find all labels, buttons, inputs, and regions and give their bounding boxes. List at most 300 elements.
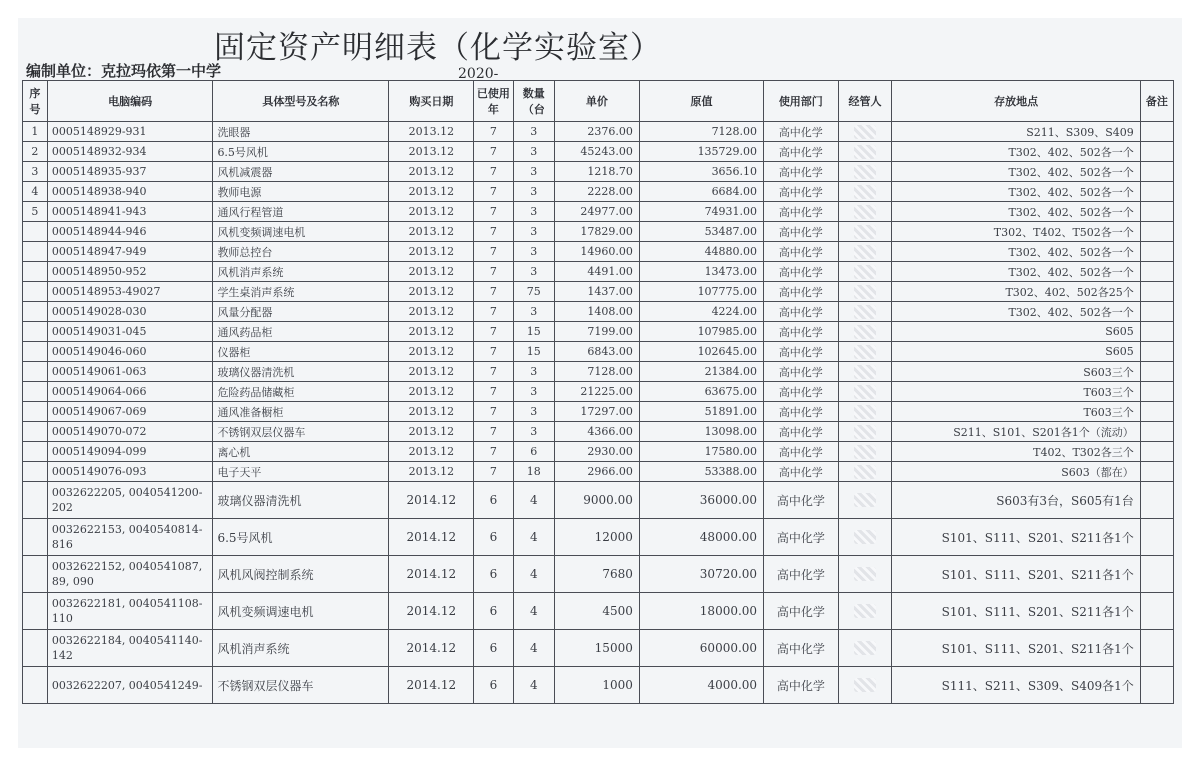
- cell-seq: [23, 442, 48, 462]
- redacted-custodian: [854, 205, 876, 219]
- table-row: [23, 162, 1174, 182]
- cell-remarks: [1140, 302, 1173, 322]
- cell-years-used: 7: [474, 442, 513, 462]
- cell-quantity: 15: [513, 322, 554, 342]
- cell-location: S101、S111、S201、S211各1个: [892, 519, 1140, 556]
- cell-remarks: [1140, 442, 1173, 462]
- cell-purchase-date: 2013.12: [389, 282, 474, 302]
- cell-name: 玻璃仪器清洗机: [213, 362, 389, 382]
- cell-custodian: [838, 402, 892, 422]
- cell-code: 0005148944-946: [47, 222, 213, 242]
- cell-seq: [23, 222, 48, 242]
- cell-location: S101、S111、S201、S211各1个: [892, 593, 1140, 630]
- cell-code: 0005148947-949: [47, 242, 213, 262]
- header-department: 使用部门: [764, 81, 839, 122]
- cell-department: 高中化学: [764, 667, 839, 704]
- cell-seq: 4: [23, 182, 48, 202]
- cell-years-used: 7: [474, 342, 513, 362]
- cell-unit-price: 1000: [554, 667, 639, 704]
- cell-custodian: [838, 302, 892, 322]
- header-original-value: 原值: [639, 81, 763, 122]
- cell-years-used: 7: [474, 302, 513, 322]
- cell-unit-price: 2376.00: [554, 122, 639, 142]
- cell-remarks: [1140, 322, 1173, 342]
- cell-code: 0032622207, 0040541249-: [47, 667, 213, 704]
- cell-purchase-date: 2013.12: [389, 462, 474, 482]
- redacted-custodian: [854, 245, 876, 259]
- cell-department: 高中化学: [764, 362, 839, 382]
- cell-location: T302、402、502各一个: [892, 242, 1140, 262]
- cell-location: T603三个: [892, 382, 1140, 402]
- redacted-custodian: [854, 405, 876, 419]
- table-row: [23, 182, 1174, 202]
- redacted-custodian: [854, 678, 876, 692]
- cell-purchase-date: 2013.12: [389, 142, 474, 162]
- cell-name: 6.5号风机: [213, 142, 389, 162]
- cell-quantity: 3: [513, 422, 554, 442]
- cell-department: 高中化学: [764, 556, 839, 593]
- cell-code: 0005149067-069: [47, 402, 213, 422]
- cell-remarks: [1140, 142, 1173, 162]
- cell-purchase-date: 2013.12: [389, 382, 474, 402]
- cell-code: 0005149076-093: [47, 462, 213, 482]
- cell-original-value: 53487.00: [639, 222, 763, 242]
- cell-custodian: [838, 462, 892, 482]
- cell-purchase-date: 2013.12: [389, 222, 474, 242]
- cell-original-value: 51891.00: [639, 402, 763, 422]
- cell-years-used: 7: [474, 382, 513, 402]
- cell-years-used: 7: [474, 422, 513, 442]
- cell-original-value: 44880.00: [639, 242, 763, 262]
- cell-unit-price: 24977.00: [554, 202, 639, 222]
- cell-name: 仪器柜: [213, 342, 389, 362]
- cell-name: 风机消声系统: [213, 262, 389, 282]
- cell-unit-price: 12000: [554, 519, 639, 556]
- cell-unit-price: 15000: [554, 630, 639, 667]
- cell-name: 风机风阀控制系统: [213, 556, 389, 593]
- table-row: [23, 322, 1174, 342]
- cell-unit-price: 2228.00: [554, 182, 639, 202]
- cell-purchase-date: 2013.12: [389, 162, 474, 182]
- cell-custodian: [838, 182, 892, 202]
- cell-purchase-date: 2014.12: [389, 667, 474, 704]
- redacted-custodian: [854, 325, 876, 339]
- cell-seq: [23, 556, 48, 593]
- cell-code: 0032622205, 0040541200-202: [47, 482, 213, 519]
- cell-years-used: 6: [474, 593, 513, 630]
- cell-location: T302、402、502各一个: [892, 262, 1140, 282]
- document-title: 固定资产明细表（化学实验室）: [214, 30, 662, 66]
- table-row: [23, 262, 1174, 282]
- cell-custodian: [838, 262, 892, 282]
- asset-table: [22, 80, 1174, 704]
- cell-unit-price: 2930.00: [554, 442, 639, 462]
- table-row: [23, 462, 1174, 482]
- cell-name: 风机变频调速电机: [213, 593, 389, 630]
- cell-remarks: [1140, 402, 1173, 422]
- cell-original-value: 30720.00: [639, 556, 763, 593]
- cell-custodian: [838, 142, 892, 162]
- cell-code: 0005149094-099: [47, 442, 213, 462]
- cell-original-value: 4000.00: [639, 667, 763, 704]
- header-purchase-date: 购买日期: [389, 81, 474, 122]
- redacted-custodian: [854, 445, 876, 459]
- cell-years-used: 7: [474, 242, 513, 262]
- cell-name: 通风准备橱柜: [213, 402, 389, 422]
- cell-code: 0005148950-952: [47, 262, 213, 282]
- cell-original-value: 53388.00: [639, 462, 763, 482]
- cell-custodian: [838, 382, 892, 402]
- cell-code: 0032622184, 0040541140-142: [47, 630, 213, 667]
- cell-quantity: 4: [513, 556, 554, 593]
- cell-code: 0005148953-49027: [47, 282, 213, 302]
- cell-name: 学生桌消声系统: [213, 282, 389, 302]
- cell-seq: [23, 402, 48, 422]
- table-row: [23, 519, 1174, 556]
- cell-original-value: 48000.00: [639, 519, 763, 556]
- cell-seq: [23, 519, 48, 556]
- cell-unit-price: 7199.00: [554, 322, 639, 342]
- table-row: [23, 630, 1174, 667]
- redacted-custodian: [854, 145, 876, 159]
- table-row: [23, 122, 1174, 142]
- table-row: [23, 593, 1174, 630]
- table-row: [23, 222, 1174, 242]
- table-row: [23, 242, 1174, 262]
- cell-years-used: 7: [474, 142, 513, 162]
- cell-location: S603三个: [892, 362, 1140, 382]
- cell-remarks: [1140, 222, 1173, 242]
- cell-code: 0005149061-063: [47, 362, 213, 382]
- cell-location: S603（都在）: [892, 462, 1140, 482]
- cell-name: 教师总控台: [213, 242, 389, 262]
- cell-unit-price: 21225.00: [554, 382, 639, 402]
- cell-department: 高中化学: [764, 142, 839, 162]
- cell-years-used: 6: [474, 630, 513, 667]
- cell-custodian: [838, 556, 892, 593]
- cell-seq: [23, 322, 48, 342]
- cell-purchase-date: 2013.12: [389, 202, 474, 222]
- cell-custodian: [838, 322, 892, 342]
- cell-unit-price: 4491.00: [554, 262, 639, 282]
- cell-location: T302、402、502各一个: [892, 162, 1140, 182]
- table-header-row: [23, 81, 1174, 122]
- cell-unit-price: 14960.00: [554, 242, 639, 262]
- cell-seq: [23, 242, 48, 262]
- report-year: 2020-: [458, 66, 499, 82]
- cell-department: 高中化学: [764, 162, 839, 182]
- header-years-used: 已使用年: [474, 81, 513, 122]
- cell-department: 高中化学: [764, 630, 839, 667]
- cell-original-value: 135729.00: [639, 142, 763, 162]
- cell-remarks: [1140, 182, 1173, 202]
- header-seq: 序号: [23, 81, 48, 122]
- cell-custodian: [838, 342, 892, 362]
- cell-unit-price: 9000.00: [554, 482, 639, 519]
- cell-remarks: [1140, 262, 1173, 282]
- redacted-custodian: [854, 265, 876, 279]
- cell-years-used: 7: [474, 402, 513, 422]
- cell-remarks: [1140, 122, 1173, 142]
- cell-unit-price: 1218.70: [554, 162, 639, 182]
- cell-purchase-date: 2014.12: [389, 482, 474, 519]
- cell-years-used: 6: [474, 519, 513, 556]
- cell-purchase-date: 2013.12: [389, 122, 474, 142]
- cell-department: 高中化学: [764, 482, 839, 519]
- cell-name: 风量分配器: [213, 302, 389, 322]
- cell-custodian: [838, 482, 892, 519]
- cell-custodian: [838, 593, 892, 630]
- cell-remarks: [1140, 242, 1173, 262]
- cell-name: 教师电源: [213, 182, 389, 202]
- cell-location: T603三个: [892, 402, 1140, 422]
- cell-original-value: 17580.00: [639, 442, 763, 462]
- cell-purchase-date: 2014.12: [389, 519, 474, 556]
- cell-years-used: 6: [474, 482, 513, 519]
- cell-code: 0005149028-030: [47, 302, 213, 322]
- cell-name: 通风行程管道: [213, 202, 389, 222]
- cell-quantity: 3: [513, 242, 554, 262]
- cell-name: 风机消声系统: [213, 630, 389, 667]
- cell-years-used: 7: [474, 362, 513, 382]
- cell-remarks: [1140, 482, 1173, 519]
- table-row: [23, 302, 1174, 322]
- cell-years-used: 6: [474, 667, 513, 704]
- cell-original-value: 60000.00: [639, 630, 763, 667]
- cell-department: 高中化学: [764, 342, 839, 362]
- redacted-custodian: [854, 185, 876, 199]
- redacted-custodian: [854, 465, 876, 479]
- cell-custodian: [838, 282, 892, 302]
- cell-quantity: 3: [513, 202, 554, 222]
- cell-location: S111、S211、S309、S409各1个: [892, 667, 1140, 704]
- cell-purchase-date: 2013.12: [389, 342, 474, 362]
- header-name: 具体型号及名称: [213, 81, 389, 122]
- redacted-custodian: [854, 365, 876, 379]
- cell-department: 高中化学: [764, 242, 839, 262]
- cell-remarks: [1140, 462, 1173, 482]
- cell-department: 高中化学: [764, 122, 839, 142]
- cell-department: 高中化学: [764, 262, 839, 282]
- cell-purchase-date: 2013.12: [389, 262, 474, 282]
- cell-department: 高中化学: [764, 322, 839, 342]
- cell-original-value: 18000.00: [639, 593, 763, 630]
- header-location: 存放地点: [892, 81, 1140, 122]
- cell-code: 0005149031-045: [47, 322, 213, 342]
- table-row: [23, 202, 1174, 222]
- cell-seq: [23, 593, 48, 630]
- cell-years-used: 6: [474, 556, 513, 593]
- cell-original-value: 74931.00: [639, 202, 763, 222]
- cell-quantity: 18: [513, 462, 554, 482]
- cell-code: 0005148941-943: [47, 202, 213, 222]
- cell-original-value: 107985.00: [639, 322, 763, 342]
- cell-name: 电子天平: [213, 462, 389, 482]
- cell-seq: [23, 630, 48, 667]
- header-unit-price: 单价: [554, 81, 639, 122]
- header-code: 电脑编码: [47, 81, 213, 122]
- cell-quantity: 4: [513, 630, 554, 667]
- cell-code: 0005148929-931: [47, 122, 213, 142]
- cell-department: 高中化学: [764, 462, 839, 482]
- cell-department: 高中化学: [764, 302, 839, 322]
- cell-department: 高中化学: [764, 519, 839, 556]
- cell-unit-price: 1437.00: [554, 282, 639, 302]
- cell-unit-price: 2966.00: [554, 462, 639, 482]
- cell-department: 高中化学: [764, 422, 839, 442]
- header-custodian: 经管人: [838, 81, 892, 122]
- header-quantity: 数量（台: [513, 81, 554, 122]
- cell-quantity: 3: [513, 222, 554, 242]
- document-page: [18, 18, 1182, 748]
- cell-years-used: 7: [474, 122, 513, 142]
- cell-location: S101、S111、S201、S211各1个: [892, 630, 1140, 667]
- cell-quantity: 4: [513, 593, 554, 630]
- table-row: [23, 142, 1174, 162]
- cell-unit-price: 6843.00: [554, 342, 639, 362]
- cell-location: T302、T402、T502各一个: [892, 222, 1140, 242]
- cell-purchase-date: 2013.12: [389, 182, 474, 202]
- table-row: [23, 402, 1174, 422]
- cell-years-used: 7: [474, 222, 513, 242]
- cell-name: 6.5号风机: [213, 519, 389, 556]
- cell-remarks: [1140, 519, 1173, 556]
- cell-department: 高中化学: [764, 282, 839, 302]
- cell-seq: [23, 342, 48, 362]
- cell-original-value: 7128.00: [639, 122, 763, 142]
- table-row: [23, 422, 1174, 442]
- redacted-custodian: [854, 425, 876, 439]
- cell-code: 0032622153, 0040540814-816: [47, 519, 213, 556]
- cell-quantity: 3: [513, 302, 554, 322]
- table-row: [23, 362, 1174, 382]
- redacted-custodian: [854, 125, 876, 139]
- cell-purchase-date: 2013.12: [389, 442, 474, 462]
- preparing-unit: 编制单位：克拉玛依第一中学: [26, 62, 222, 80]
- cell-quantity: 3: [513, 362, 554, 382]
- cell-name: 风机变频调速电机: [213, 222, 389, 242]
- cell-location: S603有3台，S605有1台: [892, 482, 1140, 519]
- cell-location: S211、S309、S409: [892, 122, 1140, 142]
- cell-location: S605: [892, 342, 1140, 362]
- cell-department: 高中化学: [764, 222, 839, 242]
- cell-name: 玻璃仪器清洗机: [213, 482, 389, 519]
- cell-code: 0005148935-937: [47, 162, 213, 182]
- cell-location: T302、402、502各25个: [892, 282, 1140, 302]
- cell-department: 高中化学: [764, 382, 839, 402]
- cell-years-used: 7: [474, 462, 513, 482]
- cell-location: S211、S101、S201各1个（流动）: [892, 422, 1140, 442]
- cell-quantity: 3: [513, 382, 554, 402]
- cell-seq: 5: [23, 202, 48, 222]
- cell-code: 0032622181, 0040541108-110: [47, 593, 213, 630]
- cell-remarks: [1140, 667, 1173, 704]
- cell-unit-price: 4500: [554, 593, 639, 630]
- cell-name: 洗眼器: [213, 122, 389, 142]
- table-row: [23, 442, 1174, 462]
- cell-custodian: [838, 519, 892, 556]
- cell-unit-price: 17829.00: [554, 222, 639, 242]
- table-row: [23, 282, 1174, 302]
- redacted-custodian: [854, 641, 876, 655]
- cell-quantity: 6: [513, 442, 554, 462]
- cell-purchase-date: 2013.12: [389, 362, 474, 382]
- cell-seq: [23, 362, 48, 382]
- cell-custodian: [838, 202, 892, 222]
- cell-department: 高中化学: [764, 442, 839, 462]
- cell-original-value: 4224.00: [639, 302, 763, 322]
- redacted-custodian: [854, 493, 876, 507]
- cell-quantity: 3: [513, 262, 554, 282]
- cell-purchase-date: 2013.12: [389, 402, 474, 422]
- cell-unit-price: 7128.00: [554, 362, 639, 382]
- cell-original-value: 13473.00: [639, 262, 763, 282]
- cell-location: S605: [892, 322, 1140, 342]
- cell-seq: [23, 302, 48, 322]
- redacted-custodian: [854, 567, 876, 581]
- cell-years-used: 7: [474, 262, 513, 282]
- cell-name: 离心机: [213, 442, 389, 462]
- cell-location: S101、S111、S201、S211各1个: [892, 556, 1140, 593]
- cell-custodian: [838, 667, 892, 704]
- cell-purchase-date: 2013.12: [389, 242, 474, 262]
- cell-custodian: [838, 362, 892, 382]
- cell-department: 高中化学: [764, 202, 839, 222]
- cell-seq: [23, 482, 48, 519]
- cell-code: 0032622152, 0040541087, 89, 090: [47, 556, 213, 593]
- cell-seq: [23, 382, 48, 402]
- cell-years-used: 7: [474, 162, 513, 182]
- cell-custodian: [838, 442, 892, 462]
- cell-quantity: 15: [513, 342, 554, 362]
- cell-original-value: 36000.00: [639, 482, 763, 519]
- cell-original-value: 13098.00: [639, 422, 763, 442]
- cell-custodian: [838, 162, 892, 182]
- cell-name: 风机减震器: [213, 162, 389, 182]
- cell-remarks: [1140, 630, 1173, 667]
- cell-code: 0005149070-072: [47, 422, 213, 442]
- cell-original-value: 3656.10: [639, 162, 763, 182]
- cell-original-value: 21384.00: [639, 362, 763, 382]
- cell-seq: [23, 462, 48, 482]
- cell-years-used: 7: [474, 322, 513, 342]
- cell-name: 不锈钢双层仪器车: [213, 422, 389, 442]
- cell-code: 0005149064-066: [47, 382, 213, 402]
- cell-code: 0005148932-934: [47, 142, 213, 162]
- cell-custodian: [838, 222, 892, 242]
- cell-years-used: 7: [474, 182, 513, 202]
- cell-location: T402、T302各三个: [892, 442, 1140, 462]
- cell-unit-price: 7680: [554, 556, 639, 593]
- cell-remarks: [1140, 342, 1173, 362]
- cell-department: 高中化学: [764, 402, 839, 422]
- cell-code: 0005149046-060: [47, 342, 213, 362]
- table-row: [23, 667, 1174, 704]
- cell-purchase-date: 2014.12: [389, 630, 474, 667]
- cell-unit-price: 1408.00: [554, 302, 639, 322]
- cell-custodian: [838, 630, 892, 667]
- cell-name: 通风药品柜: [213, 322, 389, 342]
- cell-seq: [23, 262, 48, 282]
- cell-original-value: 6684.00: [639, 182, 763, 202]
- cell-remarks: [1140, 202, 1173, 222]
- cell-seq: 2: [23, 142, 48, 162]
- cell-department: 高中化学: [764, 182, 839, 202]
- cell-remarks: [1140, 382, 1173, 402]
- table-row: [23, 382, 1174, 402]
- cell-years-used: 7: [474, 282, 513, 302]
- cell-unit-price: 45243.00: [554, 142, 639, 162]
